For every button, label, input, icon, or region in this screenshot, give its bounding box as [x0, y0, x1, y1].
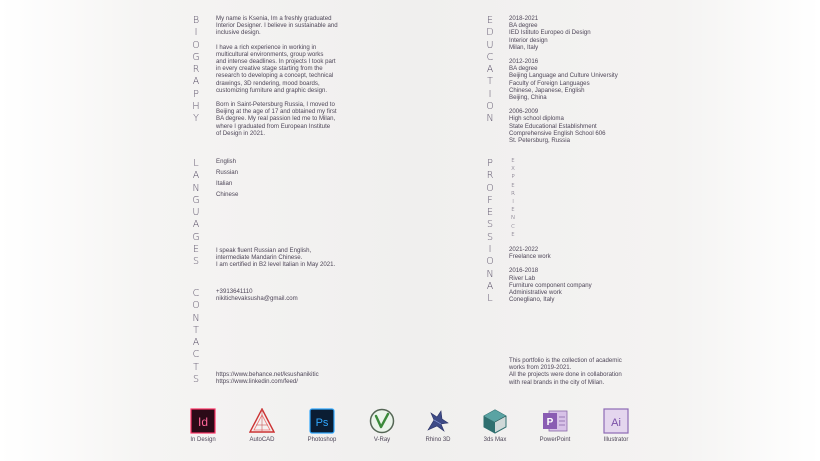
tool-illustrator — [590, 408, 642, 443]
biography-text — [216, 15, 338, 144]
text-line: research to developing a concept, technical — [216, 72, 334, 80]
text-line: Freelance work — [509, 253, 551, 261]
text-line: Italian — [216, 180, 233, 187]
rhino-icon — [425, 408, 451, 434]
contact-info — [216, 288, 298, 302]
text-line: Beijing, China — [509, 94, 547, 102]
text-line: Interior design — [509, 36, 548, 44]
text-line: of Design in 2021. — [216, 129, 266, 137]
text-line: 2021-2022 — [509, 246, 539, 253]
text-line: Chinese, Japanese, English — [509, 86, 585, 94]
text-line: My name is Ksenia, Im a freshly graduated — [216, 15, 332, 22]
vray-icon — [369, 408, 395, 434]
bio-paragraph-3 — [216, 101, 338, 137]
education-heading: E D U C A T I O N — [486, 15, 494, 125]
languages-note — [216, 247, 335, 269]
svg-text:Id: Id — [197, 415, 209, 429]
text-line: intermediate Mandarin Chinese. — [216, 254, 303, 262]
text-line: St. Petersburg, Russia — [509, 137, 570, 145]
bio-paragraph-2 — [216, 44, 338, 94]
biography-heading: B I O G R A P H Y — [192, 15, 200, 125]
autocad-icon — [249, 408, 275, 434]
text-line: where I graduated from European Institute — [216, 122, 331, 130]
text-line: Administrative work — [509, 289, 562, 297]
tool-autocad — [236, 408, 288, 443]
text-line: with real brands in the city of Milan. — [509, 378, 605, 386]
text-line: Beijing at the age of 17 and obtained my first — [216, 108, 337, 116]
text-line: BA degree — [509, 65, 538, 73]
text-line: Interior Designer. I believe in sustainable and — [216, 22, 338, 30]
text-line: Faculty of Foreign Languages — [509, 79, 590, 87]
linkedin-link[interactable]: https://www.linkedin.com/feed/ — [216, 378, 298, 386]
text-line: 2012-2016 — [509, 58, 539, 66]
text-line: multicultural environments, group works — [216, 50, 324, 58]
text-line: Born in Saint-Petersburg Russia, I moved to — [216, 101, 335, 109]
tool-label: AutoCAD — [249, 437, 275, 443]
text-line: 2018-2021 — [509, 15, 539, 22]
education-entry-1 — [509, 15, 618, 51]
text-line: I have a rich experience in working in — [216, 43, 317, 51]
text-line: Furniture component company — [509, 281, 592, 289]
text-line: Comprehensive English School 606 — [509, 129, 606, 137]
tool-label: Photoshop — [307, 437, 337, 443]
experience-entries — [509, 246, 592, 310]
svg-text:Ps: Ps — [315, 417, 329, 429]
text-line: drawings, 3D rendering, mood boards, — [216, 79, 320, 87]
text-line: inclusive design. — [216, 29, 261, 37]
email-address[interactable]: nikitichevaksusha@gmail.com — [216, 295, 298, 303]
text-line: Milan, Italy — [509, 43, 539, 51]
education-entry-3 — [509, 108, 618, 144]
text-line: customizing furniture and graphic design. — [216, 86, 328, 94]
tool-vray — [356, 408, 408, 443]
tool-rhino — [412, 408, 464, 443]
languages-list — [216, 158, 238, 202]
text-line: IED Istituto Europeo di Design — [509, 29, 591, 37]
svg-text:Ai: Ai — [611, 417, 621, 429]
professional-heading: P R O F E S S I O N A L — [486, 158, 494, 305]
text-line: Beijing Language and Culture University — [509, 72, 618, 80]
tool-label: In Design — [190, 437, 216, 443]
tool-label: 3ds Max — [483, 437, 507, 443]
text-line: English — [216, 158, 236, 165]
text-line: I speak fluent Russian and English, — [216, 247, 312, 254]
text-line: This portfolio is the collection of academic — [509, 357, 622, 364]
text-line: 2006-2009 — [509, 108, 539, 116]
experience-entry-2 — [509, 267, 592, 303]
tool-photoshop — [296, 408, 348, 443]
experience-entry-1 — [509, 246, 592, 260]
tool-label: V-Ray — [373, 437, 391, 443]
text-line: I am certified in B2 level Italian in May 2021. — [216, 261, 336, 269]
tool-indesign — [177, 408, 229, 443]
text-line: Chinese — [216, 191, 239, 198]
tool-label: Illustrator — [603, 437, 629, 443]
text-line: Russian — [216, 169, 239, 176]
portfolio-note — [509, 357, 622, 386]
contact-links — [216, 371, 319, 385]
languages-heading: L A N G U A G E S — [192, 158, 200, 268]
text-line: in every creative stage starting from the — [216, 65, 323, 73]
text-line: works from 2019-2021. — [509, 364, 572, 372]
photoshop-icon — [309, 408, 335, 434]
text-line: 2016-2018 — [509, 267, 539, 275]
text-line: Conegliano, Italy — [509, 296, 555, 304]
education-entry-2 — [509, 58, 618, 101]
behance-link[interactable]: https://www.behance.net/ksushanikitic — [216, 371, 319, 378]
text-line: and intense deadlines. In projects I took part — [216, 58, 336, 66]
tool-label: Rhino 3D — [425, 437, 451, 443]
text-line: River Lab — [509, 274, 536, 282]
education-entries — [509, 15, 618, 151]
text-line: High school diploma — [509, 115, 564, 123]
text-line: State Educational Establishment — [509, 122, 597, 130]
contacts-heading: C O N T A C T S — [192, 288, 200, 386]
powerpoint-icon — [542, 408, 568, 434]
indesign-icon — [190, 408, 216, 434]
svg-text:P: P — [546, 417, 554, 428]
text-line: BA degree. My real passion led me to Milan, — [216, 115, 336, 123]
bio-paragraph-1 — [216, 15, 338, 37]
tool-powerpoint — [529, 408, 581, 443]
text-line: BA degree — [509, 22, 538, 30]
tool-label: PowerPoint — [539, 437, 571, 443]
3dsmax-icon — [482, 408, 508, 434]
experience-heading: E X P E R I E N C E — [510, 158, 516, 238]
phone-number[interactable]: +3913641110 — [216, 288, 253, 295]
illustrator-icon — [603, 408, 629, 434]
text-line: All the projects were done in collaboration — [509, 371, 622, 379]
tool-3dsmax — [469, 408, 521, 443]
